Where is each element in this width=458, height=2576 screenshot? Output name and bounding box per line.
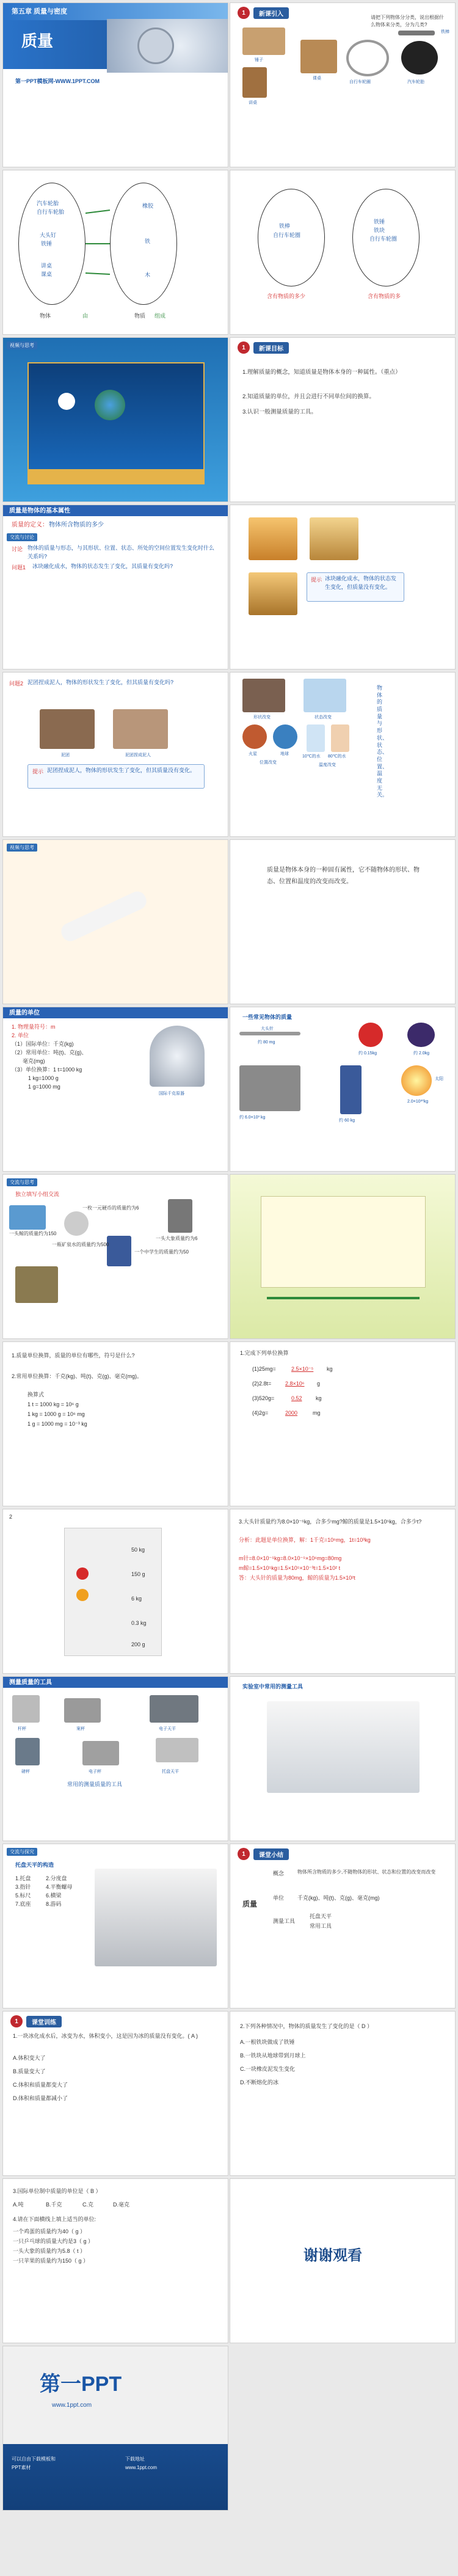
slide-lab-tools: 实验室中常用的测量工具	[230, 1676, 456, 1841]
table-image	[242, 67, 267, 98]
brand-logo: 第一PPT	[40, 2373, 122, 2396]
goal-3: 3.认识一般测量质量的工具。	[242, 409, 317, 415]
tire-image	[401, 41, 438, 75]
slide-tools: 测量质量的工具 杆秤 案秤 电子天平 磅秤 电子秤 托盘天平 常用的测量质量的工具	[2, 1676, 228, 1841]
slide-factors: 形状改变 火星 地球 位置改变 状态改变 10℃的水 80℃的水 温度改变 物体的质量与形状、状态、位置、温度无关。	[230, 672, 456, 837]
slide-examples: 一些常见物体的质量 大头针 约 80 mg 约 0.15kg 约 2.0kg 约 6.0×10³ kg 约 60 kg 太阳 2.0×10³⁰kg	[230, 1007, 456, 1172]
slide-classify: 汽车轮胎 自行车轮胎 大头钉 铁锤 讲桌 课桌 橡胶 铁 木 物体 由 物质 组成	[2, 170, 228, 335]
arrows	[82, 207, 113, 280]
intro-text: 请把下列物体分分类，说出根据什么物体来分类，分为几类?	[371, 15, 444, 28]
slide-thanks: 谢谢观看	[230, 2178, 456, 2343]
arm-image[interactable]	[59, 889, 150, 944]
materials-oval	[110, 183, 177, 305]
coin-image	[64, 1211, 89, 1236]
slide-video-2: 视频与思考	[2, 839, 228, 1004]
slide-units: 质量的单位 1. 物理量符号：m 2. 单位 （1）国际单位：千克(kg) （2）常用单位：吨(t)、克(g)、 毫克(mg) （3）单位换算：1 t=1000 kg 1 kg=1000 g 1 g=1000 mg 国际千克原器	[2, 1007, 228, 1172]
slide-match: 2 50 kg 150 g 6 kg 0.3 kg 200 g	[2, 1509, 228, 1674]
whale-image	[9, 1205, 46, 1230]
slide-summary: 1 课堂小结 质量 概念 物体所含物质的多少,不随物体的形状、状态和位置的改变而改变 单位 千克(kg)、吨(t)、克(g)、毫克(mg) 测量工具 托盘天平 常用工具	[230, 1844, 456, 2009]
slide-video-1: 视频与思考	[2, 337, 228, 502]
horse-image	[15, 1266, 58, 1303]
slide-clay: 问题2 泥团捏成泥人，物体的形状发生了变化，但其质量有变化吗? 泥团 泥团捏成泥人 提示 泥团捏成泥人，物体的形状发生了变化，但其质量没有变化。	[2, 672, 228, 837]
ice-image	[249, 517, 297, 560]
balance-photo	[267, 1701, 420, 1793]
slide-exercise-1: 1.完成下列单位换算 (1)25mg= 2.5×10⁻⁵ kg (2)2.8t= 2.8×10⁶ g (3)520g= 0.52 kg (4)2g= 2000 mg	[230, 1341, 456, 1506]
slide-practice-2: 2.下列各种情况中，物体的质量发生了变化的是（ D ） A.一根铁块做成了铁锤 B.一铁块从地球带到月球上 C.一块橡皮泥发生变化 D.不断熔化的冰	[230, 2011, 456, 2176]
slide-intro: 1 新课引入 请把下列物体分分类，说出根据什么物体来分类，分为几类? 锤子 讲桌 课桌 铁棒 自行车轮圈 汽车轮胎	[230, 2, 456, 167]
hammer-image	[242, 27, 285, 55]
slide-property: 质量是物体的基本属性 质量的定义： 物体所含物质的多少 交流与讨论 讨论 物体的质量与形态，与其形状、位置、状态、所处的空间位置发生变化时什么关系吗? 问题1 冰块融化成水，物体的状态发生了变化，其质量有变化吗?	[2, 505, 228, 670]
earth-image	[95, 390, 125, 420]
slide-title	[2, 2, 228, 167]
slide-balance-parts: 交流与探究 托盘天平的构造 1.托盘 2.分度盘 3.指针 4.平衡螺母 5.标尺 6.横梁 7.底座 8.游码	[2, 1844, 228, 2009]
slide-practice-1: 1 课堂训练 1.一块冰化成水后，冰变为水，体积变小，这是因为冰的质量没有变化。( A ) A.体积变大了 B.质量变大了 C.体积和质量都变大了 D.体积和质量都减小了	[2, 2011, 228, 2176]
section-header: 1 新课引入	[238, 7, 289, 19]
goal-1: 1.理解质量的概念，知道质量是物体本身的一种属性。（重点）	[242, 369, 401, 376]
slide-brand: 第一PPT www.1ppt.com 可以自由下载模板和 PPT素材 下载地址 www.1ppt.com	[2, 2346, 228, 2511]
astronaut-image	[58, 393, 75, 410]
chicken-image	[407, 1023, 435, 1047]
slide-title-text: 质量	[21, 32, 54, 50]
apple-image	[358, 1023, 383, 1047]
footer-site: 第一PPT模板网-WWW.1PPT.COM	[15, 78, 100, 84]
slide-video-3	[230, 1174, 456, 1339]
slide-fill-units: 交流与思考 独立填写小组交流 一头鲸的质量约为150 一枚一元硬币的质量约为6 一头大象质量约为6 一个中学生的质量约为50 一瓶矿泉水的质量约为500	[2, 1174, 228, 1339]
chapter-label: 第五章 质量与密度	[12, 8, 68, 15]
slide-goals: 1 新课目标 1.理解质量的概念，知道质量是物体本身的一种属性。（重点） 2.知道质量的单位，并且会进行不同单位间的换算。 3.认识一般测量质量的工具。	[230, 337, 456, 502]
student-image	[340, 1065, 362, 1114]
slide-practice-3: 3.国际单位制中质量的单位是（ B ） A.吨 B.千克 C.克 D.毫克 4.请在下面横线上填上适当的单位: 一个鸡蛋的质量约为40（ g ） 一只乒乓球的质量大约是3（ g ） 一头大象的质量约为5.8（ t ） 一只苹果的质量约为150（ g ）	[2, 2178, 228, 2343]
slide-conversion: 1.质量单位换算，质量的单位有哪些，符号是什么? 2.常用单位换算：千克(kg)、吨(t)、克(g)、毫克(mg)。 换算式 1 t = 1000 kg = 10⁶ g 1 kg = 1000 g = 10⁶ mg 1 g = 1000 mg = 10⁻³ kg	[2, 1341, 228, 1506]
slide-exercise-3: 3.大头针质量约为8.0×10⁻⁵kg，合多少mg?鲸的质量是1.5×10⁵kg，合多少t? 分析：此题是单位换算，解：1千克=10⁶mg，1t=10³kg m针=8.0×10⁻⁵kg=8.0×10⁻⁵×10⁶mg=80mg m鲸=1.5×10⁵kg=1.5×10⁵×10⁻³t=1.5×10² t 答：大头针的质量为80mg，鲸的质量为1.5×10²t	[230, 1509, 456, 1674]
balance-diagram	[95, 1869, 217, 1966]
desk-image	[300, 40, 337, 73]
slide-ice: 提示 冰块融化成水，物体的状态发生变化，但质量没有变化。	[230, 505, 456, 670]
mars-image	[242, 724, 267, 749]
sun-image	[401, 1065, 432, 1096]
iron-rod-image	[398, 31, 435, 35]
video-frame[interactable]	[261, 1196, 426, 1288]
earth-small-image	[273, 724, 297, 749]
slide-compare: 铁棒 自行车轮圈 铁锤 铁块 自行车轮圈 含有物质的多少 含有物质的多	[230, 170, 456, 335]
kilogram-prototype-image	[150, 1026, 205, 1087]
globe-image	[137, 27, 174, 64]
water-image	[310, 517, 358, 560]
goal-2: 2.知道质量的单位，并且会进行不同单位间的换算。	[242, 393, 375, 400]
clay-image	[40, 709, 95, 749]
rim-image	[346, 40, 389, 76]
video-frame[interactable]	[27, 362, 205, 484]
elephant-image	[239, 1065, 300, 1111]
slide-attribute: 质量是物体本身的一种固有属性，它不随物体的形状、物态、位置和温度的改变而改变。	[230, 839, 456, 1004]
clay-figure-image	[113, 709, 168, 749]
progress-line	[267, 1297, 420, 1299]
